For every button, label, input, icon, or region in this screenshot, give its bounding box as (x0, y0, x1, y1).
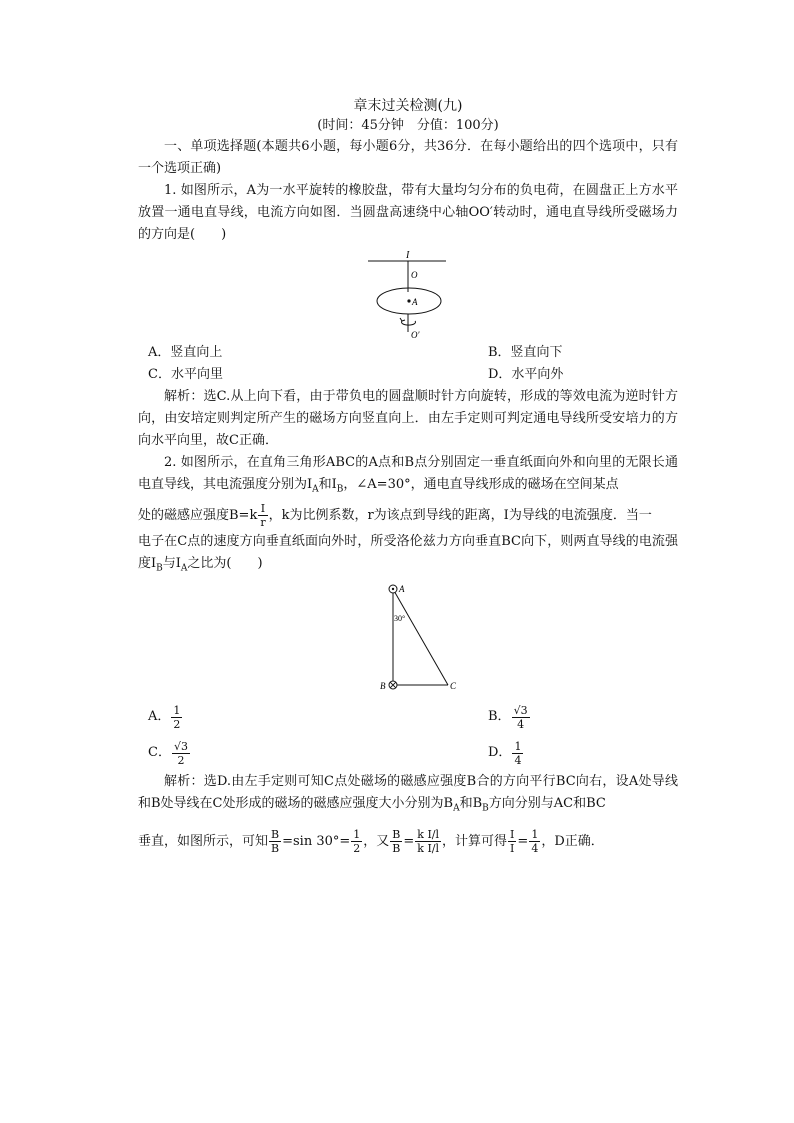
q2-stem-end: 电子在C点的速度方向垂直纸面向外时，所受洛伦兹力方向垂直BC向下，则两直导线的电流强度$I_B$与$I_A$之比为( ) (138, 533, 678, 574)
q1-center-dot (407, 299, 410, 302)
q2-option-c: C． $\frac{√3}{2}$ (148, 739, 188, 767)
q2-figure (358, 581, 458, 697)
q1-label-Op: O′ (411, 330, 420, 340)
q1-option-d: D．水平向外 (488, 367, 564, 382)
q2-analysis-formulas: 垂直，如图所示，可知 $\frac{B}{B}$ =sin 30°= $\frac{1}{2}$ ，又 $\frac{B}{B}$ = $\frac{\text{k I/l}}{\text{k I/l}}$ ，计算可得 $\frac{I}{I}$ = $\frac{1}{4}$ ，D正确． (138, 827, 604, 855)
page-subtitle: (时间：45分钟 分值：100分) (317, 118, 499, 133)
q2-options (138, 699, 678, 771)
q2-stem: 2. 如图所示，在直角三角形ABC的A点和B点分别固定一垂直纸面向外和向里的无限长通电直导线，其电流强度分别为$I_A$和$I_B$，∠A=30°，通电直导线形成的磁场在空间某点 (138, 455, 678, 495)
q1-label-I: I (406, 250, 410, 261)
page-title: 章末过关检测(九) (353, 98, 463, 114)
q1-option-c: C．水平向里 (148, 367, 223, 382)
q1-figure (358, 248, 458, 340)
q2-analysis: 解析：选D.由左手定则可知C点处磁场的磁感应强度B合的方向平行BC向右，设A处导线和B处导线在C处形成的磁场的磁感应强度大小分别为$B_A$和$B_B$方向分别与AC和BC (138, 774, 678, 814)
q2-label-A: A (399, 584, 405, 595)
q1-options (138, 342, 678, 386)
q1-label-O: O (411, 270, 418, 280)
q2-side-AC (393, 589, 448, 685)
q1-stem: 1. 如图所示，A为一水平旋转的橡胶盘，带有大量均匀分布的负电荷，在圆盘正上方水平放置一通电直导线，电流方向如图．当圆盘高速绕中心轴OO′转动时，通电直导线所受磁场力的方向是( ) (138, 183, 678, 242)
q1-option-b: B．竖直向下 (488, 345, 563, 360)
q2-option-b: B． $\frac{√3}{4}$ (488, 703, 528, 731)
q2-option-a: A． $\frac{1}{2}$ (148, 703, 181, 731)
q2-option-d: D． $\frac{1}{4}$ (488, 739, 522, 767)
q2-stem-formula-line: 处的磁感应强度B=k $\frac{I}{r}$ ，k为比例系数，r为该点到导线的距离，I为导线的电流强度．当一 (138, 501, 652, 529)
q1-label-A: A (412, 297, 418, 307)
q2-label-C: C (450, 681, 457, 692)
q2-label-angle: 30° (394, 614, 406, 624)
q1-option-a: A．竖直向上 (148, 345, 223, 360)
document-page (138, 96, 678, 864)
section-heading: 一、单项选择题(本题共6小题，每小题6分，共36分．在每小题给出的四个选项中，只有一个选项正确) (138, 139, 678, 176)
q1-analysis: 解析：选C.从上向下看，由于带负电的圆盘顺时针方向旋转，形成的等效电流为逆时针方向，由安培定则判定所产生的磁场方向竖直向上．由左手定则可判定通电导线所受安培力的方向水平向里，故C正确． (138, 389, 678, 448)
q2-label-B: B (380, 681, 386, 692)
q2-formula-fraction: $\frac{I}{r}$ (260, 501, 266, 529)
